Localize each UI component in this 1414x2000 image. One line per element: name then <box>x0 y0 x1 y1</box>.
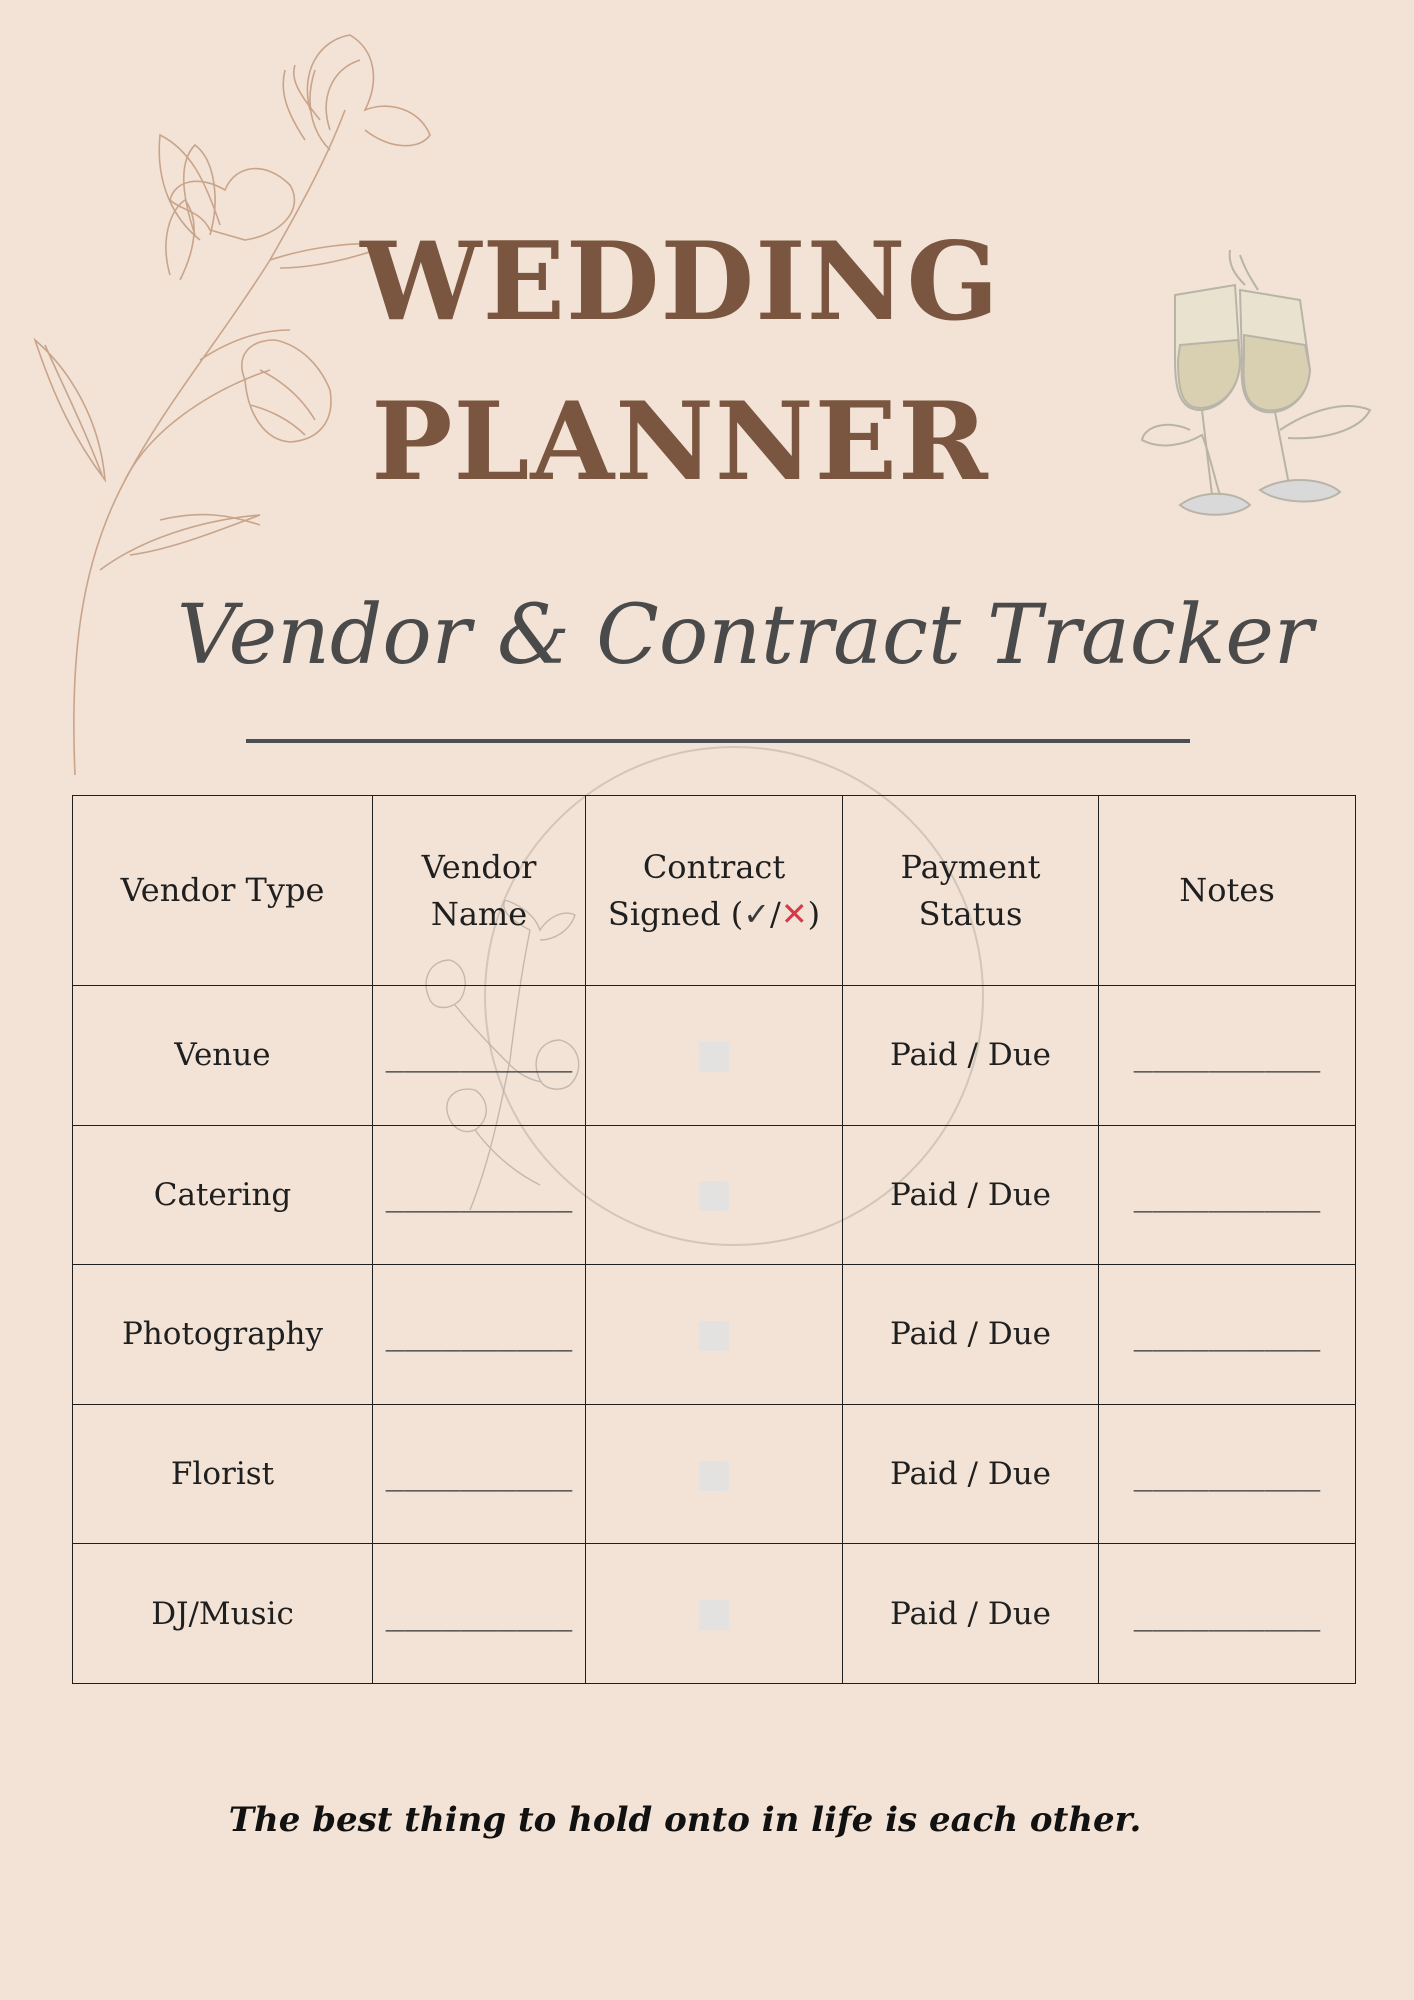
table-row <box>73 986 1356 1126</box>
notes-field[interactable]: __________ <box>1099 1404 1356 1544</box>
checkbox-icon[interactable] <box>699 1042 729 1072</box>
column-header-contract-suffix: ) <box>807 894 821 933</box>
payment-status-cell[interactable]: Paid / Due <box>843 1265 1099 1405</box>
page-title-line2: PLANNER <box>371 379 989 505</box>
divider <box>246 739 1190 743</box>
column-header-contract-line1: Contract <box>642 847 786 886</box>
vendor-type-cell: Catering <box>73 1125 373 1265</box>
table-row <box>73 1125 1356 1265</box>
checkbox-icon[interactable] <box>699 1321 729 1351</box>
table-row <box>73 1265 1356 1405</box>
column-header-vendor-type: Vendor Type <box>73 796 373 986</box>
notes-field[interactable]: __________ <box>1099 1125 1356 1265</box>
notes-field[interactable]: __________ <box>1099 986 1356 1126</box>
checkbox-icon[interactable] <box>699 1600 729 1630</box>
vendor-name-field[interactable]: __________ <box>373 1544 586 1684</box>
column-header-payment-status: Payment Status <box>843 796 1099 986</box>
column-header-vendor-name <box>373 796 586 986</box>
contract-cell <box>586 1404 843 1544</box>
contract-cell <box>586 1265 843 1405</box>
column-header-notes: Notes <box>1099 796 1356 986</box>
vendor-name-field[interactable]: __________ <box>373 1125 586 1265</box>
vendor-name-field[interactable]: __________ <box>373 986 586 1126</box>
vendor-tracker-table <box>72 795 1356 1684</box>
notes-field[interactable]: __________ <box>1099 1265 1356 1405</box>
checkbox-icon[interactable] <box>699 1461 729 1491</box>
column-header-contract-sep: / <box>770 894 781 933</box>
champagne-glasses-icon <box>1140 250 1400 540</box>
vendor-type-cell: Florist <box>73 1404 373 1544</box>
column-header-vendor-name-line2: Name <box>430 894 528 933</box>
page-title-line1: WEDDING <box>360 219 1000 345</box>
payment-status-cell[interactable]: Paid / Due <box>843 986 1099 1126</box>
vendor-name-field[interactable]: __________ <box>373 1404 586 1544</box>
page-subtitle: Vendor & Contract Tracker <box>176 588 1314 683</box>
check-icon: ✓ <box>743 894 771 933</box>
column-header-vendor-name-line1: Vendor <box>421 847 537 886</box>
x-icon: ✕ <box>780 894 808 933</box>
payment-status-cell[interactable]: Paid / Due <box>843 1404 1099 1544</box>
payment-status-cell[interactable]: Paid / Due <box>843 1125 1099 1265</box>
checkbox-icon[interactable] <box>699 1181 729 1211</box>
contract-cell <box>586 986 843 1126</box>
vendor-type-cell: DJ/Music <box>73 1544 373 1684</box>
column-header-contract-prefix: Signed ( <box>607 894 744 933</box>
table-header-row <box>73 796 1356 986</box>
vendor-name-field[interactable]: __________ <box>373 1265 586 1405</box>
table-row <box>73 1544 1356 1684</box>
contract-cell <box>586 1544 843 1684</box>
vendor-type-cell: Venue <box>73 986 373 1126</box>
vendor-type-cell: Photography <box>73 1265 373 1405</box>
footer-quote: The best thing to hold onto in life is each other. <box>228 1800 1142 1840</box>
table-row <box>73 1404 1356 1544</box>
notes-field[interactable]: __________ <box>1099 1544 1356 1684</box>
column-header-contract-signed <box>586 796 843 986</box>
payment-status-cell[interactable]: Paid / Due <box>843 1544 1099 1684</box>
contract-cell <box>586 1125 843 1265</box>
